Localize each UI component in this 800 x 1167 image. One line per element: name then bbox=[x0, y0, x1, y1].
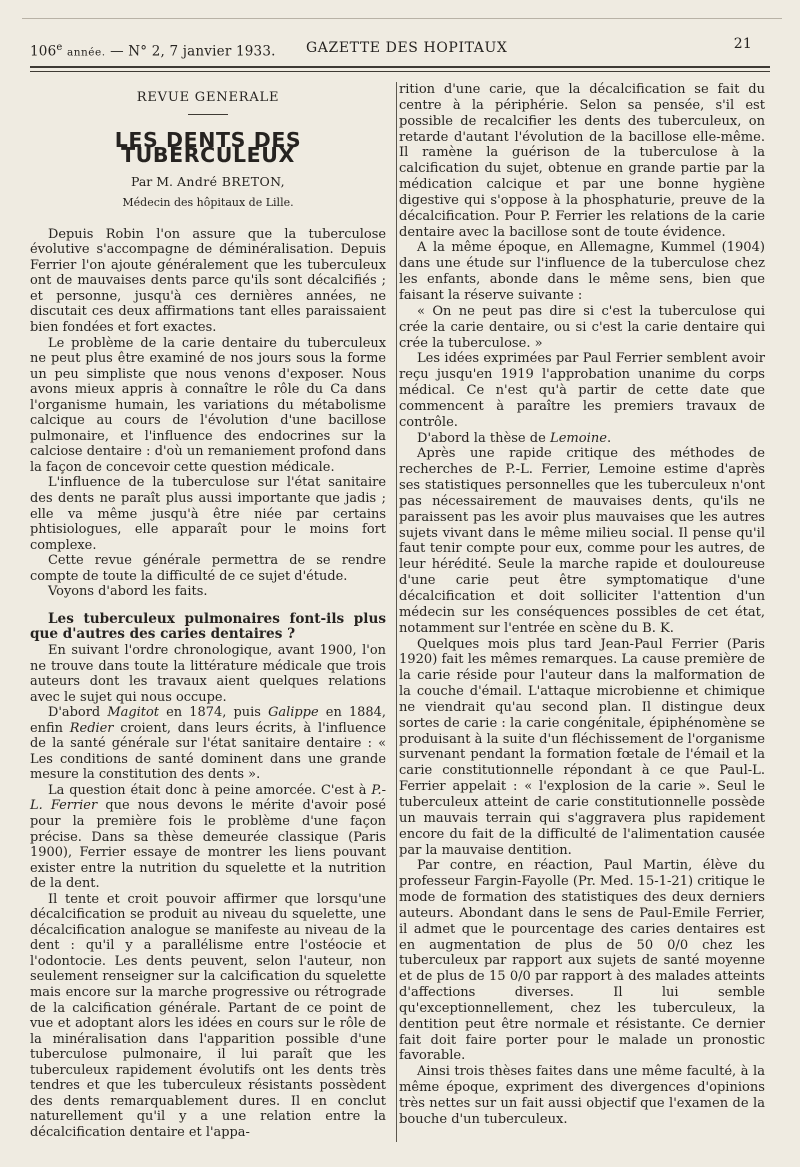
header-rule-thin bbox=[30, 71, 770, 72]
paragraph: La question était donc à peine amorcée. C'est à P.-L. Ferrier que nous devons le mérite d'avoir posé pour la première fois le problème d'une façon précise. Dans sa thèse demeurée classique (Paris 1900), Ferrier essaye de montrer les liens pouvant exister entre la nutrition du squelette et la nutrition de la dent. bbox=[30, 782, 386, 892]
paragraph: Par contre, en réaction, Paul Martin, élève du professeur Fargin-Fayolle (Pr. Med. 15-1-21) critique le mode de formation des statistiques des deux derniers auteurs. Abondant dans le sens de Paul-Emile Ferrier, il admet que le pourcentage des caries dentaires est en augmentation de plus de 50 0/0 chez les tuberculeux par rapport aux sujets de santé moyenne et de plus de 15 0/0 par rapport à des malades atteints d'affections diverses. Il lui semble qu'exceptionnellement, chez les tuberculeux, la dentition peut être normale et résistante. Ce dernier fait doit faire porter pour le malade un pronostic favorable. bbox=[399, 858, 765, 1064]
issue-date: — N° 2, 7 janvier 1933. bbox=[110, 43, 276, 60]
section-label: REVUE GENERALE bbox=[136, 90, 280, 105]
running-header bbox=[30, 36, 760, 62]
top-edge-rule bbox=[22, 18, 782, 19]
paragraph: D'abord Magitot en 1874, puis Galippe en 1884, enfin Redier croient, dans leurs écrits, à l'influence de la santé générale sur l'état sanitaire dentaire : « Les conditions de santé dominent dans une grande mesure la constitution des dents ». bbox=[30, 705, 386, 783]
author-reference: Magitot bbox=[107, 705, 159, 721]
paragraph: Après une rapide critique des méthodes de recherches de P.-L. Ferrier, Lemoine estime d'après ses statistiques personnelles que les tuberculeux n'ont pas nécessairement de mauvaises dents, qu'ils ne paraissent pas les avoir plus mauvaises que les autres sujets vivant dans le même milieu social. Il pense qu'il faut tenir compte pour eux, comme pour les autres, de leur hérédité. Seule la marche rapide et douloureuse d'une carie peut être symptomatique d'une décalcification et doit solliciter l'attention d'un médecin sur les conséquences possibles de cet état, notamment sur l'entrée en scène du B. K. bbox=[399, 446, 765, 636]
right-column bbox=[399, 82, 765, 1128]
paragraph: Les idées exprimées par Paul Ferrier semblent avoir reçu jusqu'en 1919 l'approbation unanime du corps médical. Ce n'est qu'à partir de cette date que commencent à paraître les premiers travaux de contrôle. bbox=[399, 351, 765, 430]
author-name: André BRETON, bbox=[176, 173, 286, 189]
paragraph: L'influence de la tuberculose sur l'état sanitaire des dents ne paraît plus aussi importante que jadis ; elle va même jusqu'à être niée par certains phtisiologues, elle apparaît pour le moins fort complexe. bbox=[30, 475, 386, 553]
paragraph: D'abord la thèse de Lemoine. bbox=[417, 430, 612, 446]
author-prefix: Par M. bbox=[130, 173, 173, 189]
header-rule-thick bbox=[30, 66, 770, 68]
article-title: LES DENTS DES TUBERCULEUX bbox=[114, 127, 302, 168]
paragraph: Il tente et croit pouvoir affirmer que lorsqu'une décalcification se produit au niveau du squelette, une décalcification analogue se manifeste au niveau de la dent : qu'il y a parallélisme entre l'ostéocie et l'odontocie. Les dents peuvent, selon l'auteur, non seulement renseigner sur la calcification du squelette mais encore sur la marche progressive ou rétrograde de la calcification générale. Partant de ce point de vue et adoptant alors les idées en cours sur le rôle de la minéralisation dans l'apparition possible d'une tuberculose pulmonaire, il lui paraît que les tuberculeux rapidement évolutifs ont les dents très tendres et que les tuberculeux résistants possèdent des dents remarquablement dures. Il en conclut naturellement qu'il y a une relation entre la décalcification dentaire et l'appa- bbox=[30, 891, 386, 1140]
paragraph: Voyons d'abord les faits. bbox=[48, 584, 208, 600]
volume-issue-line bbox=[30, 42, 276, 60]
volume-word: année. bbox=[67, 46, 106, 59]
section-rule bbox=[188, 114, 228, 115]
paragraph: Quelques mois plus tard Jean-Paul Ferrier (Paris 1920) fait les mêmes remarques. La cause première de la carie réside pour l'auteur dans la malformation de la couche d'émail. L'attaque microbienne et chimique ne viendrait qu'au second plan. Il distingue deux sortes de carie : la carie congénitale, épiphénomène se produisant à la suite d'un fléchissement de l'organisme survenant pendant la formation fœtale de l'émail et la carie constitutionnelle répondant à ce que Paul-L. Ferrier appelait : « l'explosion de la carie ». Seul le tuberculeux atteint de carie constitutionnelle possède un mauvais terrain qui s'aggravera plus rapidement encore du fait de la difficulté de l'alimentation causée par la mauvaise dentition. bbox=[399, 636, 765, 858]
paragraph-continued: rition d'une carie, que la décalcification se fait du centre à la périphérie. Selon sa pensée, s'il est possible de recalcifier les dents des tuberculeux, on retarde d'autant l'évolution de la bacillose elle-même. Il ramène la guérison de la tuberculose à la calcification du sujet, obtenue en grande partie par la médication calcique et par une bonne hygiène digestive qui s'oppose à la phosphaturie, preuve de la décalcification. Pour P. Ferrier les relations de la carie dentaire avec la bacillose sont de toute évidence. bbox=[399, 82, 765, 240]
journal-title: GAZETTE DES HOPITAUX bbox=[306, 40, 508, 56]
paragraph: Depuis Robin l'on assure que la tuberculose évolutive s'accompagne de déminéralisation. Depuis Ferrier l'on ajoute généralement que les tuberculeux ont de mauvaises dents parce qu'ils sont décalcifiés ; et personne, jusqu'à ces dernières années, ne discutait ces deux affirmations tant elles paraissaient bien fondées et fort exactes. bbox=[30, 226, 386, 336]
paragraph: En suivant l'ordre chronologique, avant 1900, l'on ne trouve dans toute la littérature médicale que trois auteurs dont les travaux aient quelques relations avec le sujet qui nous occupe. bbox=[30, 642, 386, 705]
author-reference: Galippe bbox=[268, 705, 319, 721]
paragraph: Cette revue générale permettra de se rendre compte de toute la difficulté de ce sujet d'étude. bbox=[30, 553, 386, 584]
author-affiliation: Médecin des hôpitaux de Lille. bbox=[122, 196, 294, 210]
volume-number: 106 bbox=[30, 43, 57, 60]
left-column bbox=[30, 82, 386, 1140]
author-reference: Lemoine bbox=[550, 430, 607, 446]
page-number: 21 bbox=[733, 36, 752, 52]
column-divider bbox=[396, 82, 397, 1142]
volume-ordinal: e bbox=[56, 42, 63, 53]
section-subheading: Les tuberculeux pulmonaires font-ils plus que d'autres des caries dentaires ? bbox=[30, 610, 386, 643]
quotation: « On ne peut pas dire si c'est la tuberculose qui crée la carie dentaire, ou si c'est la carie dentaire qui crée la tuberculose. » bbox=[399, 303, 765, 351]
author-line bbox=[30, 174, 386, 190]
author-reference: Redier bbox=[69, 720, 114, 736]
paragraph: Ainsi trois thèses faites dans une même faculté, à la même époque, expriment des divergences d'opinions très nettes sur un fait aussi objectif que l'examen de la bouche d'un tuberculeux. bbox=[399, 1064, 765, 1127]
author-reference: P.-L. Ferrier bbox=[30, 782, 386, 814]
paragraph: A la même époque, en Allemagne, Kummel (1904) dans une étude sur l'influence de la tuberculose chez les enfants, abonde dans le même sens, bien que faisant la réserve suivante : bbox=[399, 240, 765, 303]
paragraph: Le problème de la carie dentaire du tuberculeux ne peut plus être examiné de nos jours sous la forme un peu simpliste que nous venons d'exposer. Nous avons mieux appris à connaître le rôle du Ca dans l'organisme humain, les variations du métabolisme calcique au cours de l'évolution d'une bacillose pulmonaire, et l'influence des endocrines sur la calciose dentaire : d'où un remaniement profond dans la façon de concevoir cette question médicale. bbox=[30, 335, 386, 475]
